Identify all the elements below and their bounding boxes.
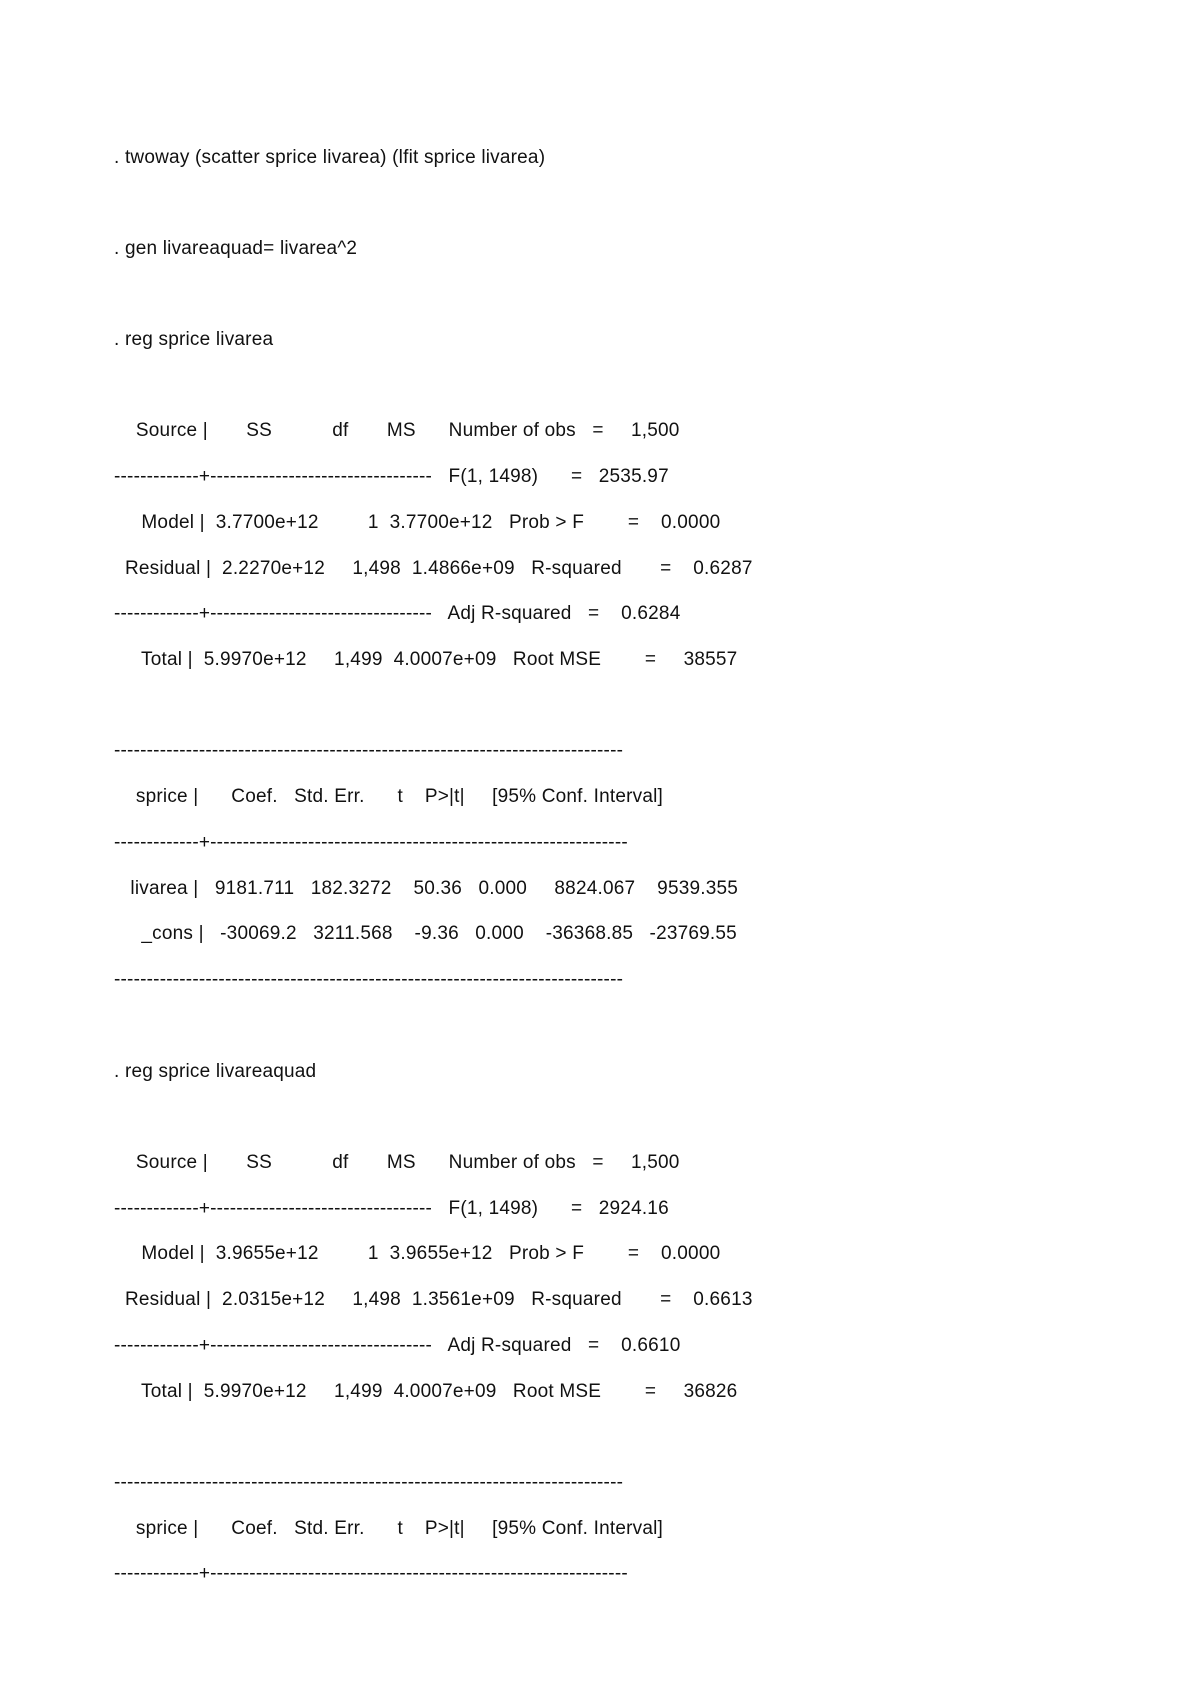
coef-table-header-row: sprice | Coef. Std. Err. t P>|t| [95% Conf. Interval] bbox=[114, 786, 664, 807]
coef-row-cons: _cons | -30069.2 3211.568 -9.36 0.000 -36368.85 -23769.55 bbox=[114, 923, 737, 944]
coef-table-top-rule: ------------------------------------------------------------------------------ bbox=[114, 740, 624, 761]
command-line-reg-livareaquad: . reg sprice livareaquad bbox=[114, 1061, 317, 1082]
anova-model-row: Model | 3.9655e+12 1 3.9655e+12 Prob > F = 0.0000 bbox=[114, 1243, 721, 1264]
command-line-gen: . gen livareaquad= livarea^2 bbox=[114, 238, 358, 259]
command-line-reg-livarea: . reg sprice livarea bbox=[114, 329, 274, 350]
anova-model-row: Model | 3.7700e+12 1 3.7700e+12 Prob > F = 0.0000 bbox=[114, 512, 721, 533]
anova-total-row: Total | 5.9970e+12 1,499 4.0007e+09 Root MSE = 36826 bbox=[114, 1381, 738, 1402]
anova-divider-row: -------------+---------------------------------- F(1, 1498) = 2535.97 bbox=[114, 466, 669, 487]
anova-divider-row: -------------+---------------------------------- Adj R-squared = 0.6284 bbox=[114, 603, 681, 624]
command-line-twoway: . twoway (scatter sprice livarea) (lfit sprice livarea) bbox=[114, 147, 546, 168]
coef-table-bottom-rule: ------------------------------------------------------------------------------ bbox=[114, 969, 624, 990]
anova-total-row: Total | 5.9970e+12 1,499 4.0007e+09 Root MSE = 38557 bbox=[114, 649, 738, 670]
coef-table-top-rule: ------------------------------------------------------------------------------ bbox=[114, 1472, 624, 1493]
coef-table-header-row: sprice | Coef. Std. Err. t P>|t| [95% Conf. Interval] bbox=[114, 1518, 664, 1539]
coef-table-divider: -------------+---------------------------------------------------------------- bbox=[114, 1563, 628, 1584]
coef-table-divider: -------------+---------------------------------------------------------------- bbox=[114, 832, 628, 853]
anova-header-row: Source | SS df MS Number of obs = 1,500 bbox=[114, 1152, 680, 1173]
anova-header-row: Source | SS df MS Number of obs = 1,500 bbox=[114, 420, 680, 441]
anova-residual-row: Residual | 2.2270e+12 1,498 1.4866e+09 R-squared = 0.6287 bbox=[114, 558, 753, 579]
coef-row-livarea: livarea | 9181.711 182.3272 50.36 0.000 8824.067 9539.355 bbox=[114, 878, 739, 899]
anova-residual-row: Residual | 2.0315e+12 1,498 1.3561e+09 R-squared = 0.6613 bbox=[114, 1289, 753, 1310]
anova-divider-row: -------------+---------------------------------- F(1, 1498) = 2924.16 bbox=[114, 1198, 669, 1219]
anova-divider-row: -------------+---------------------------------- Adj R-squared = 0.6610 bbox=[114, 1335, 681, 1356]
